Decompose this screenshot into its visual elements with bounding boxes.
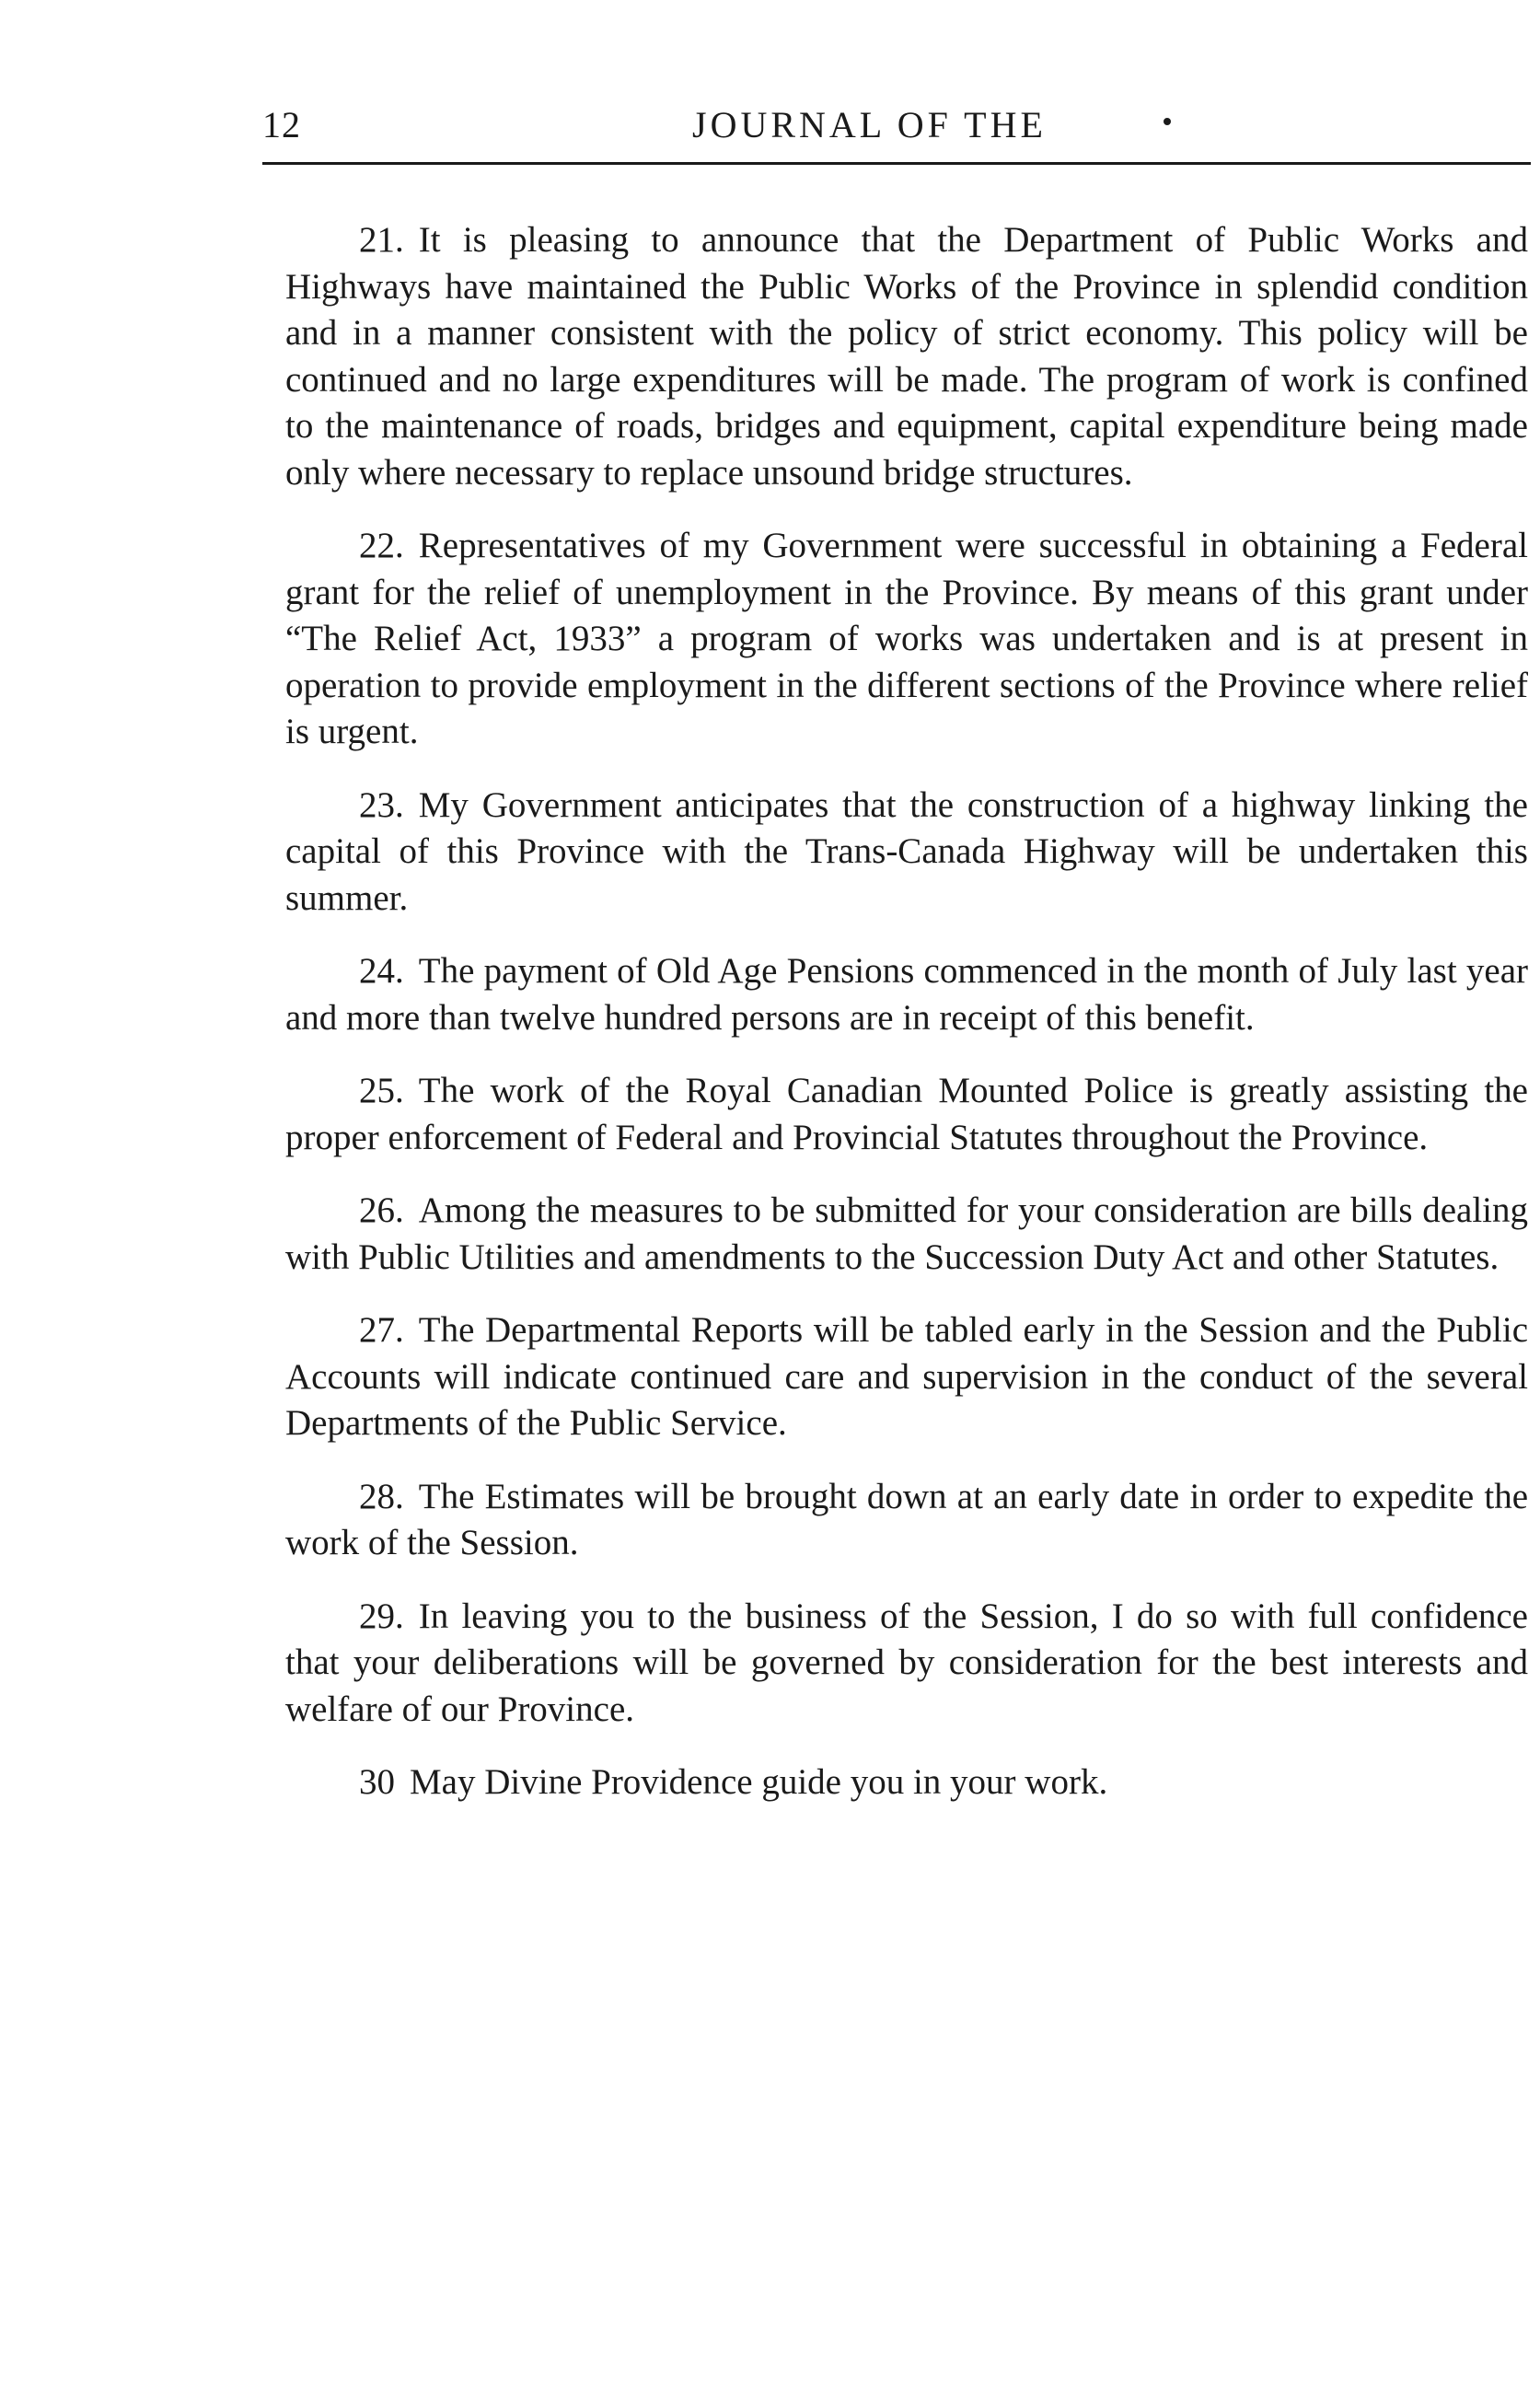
paragraph-number: 21. [359,220,404,260]
paragraph-23 [285,783,1528,923]
paragraph-text: It is pleasing to announce that the Department of Public Works and Highways have maintained the Public Works of the Province in splendid condition and in a manner consistent with the policy of strict economy. This policy will be continued and no large expenditures will be made. The program of work is confined to the maintenance of roads, bridges and equipment, capital expenditure being made only where necessary to replace unsound bridge structures. [285,220,1528,493]
paragraph-number: 24. [359,951,404,991]
paragraph-text: Representatives of my Government were successful in obtaining a Federal grant for the relief of unemployment in the Province. By means of this grant under “The Relief Act, 1933” a program of works was undertaken and is at present in operation to provide employment in the different sections of the Province where relief is urgent. [285,526,1528,751]
paragraph-number: 25. [359,1071,404,1110]
paragraph-text: My Government anticipates that the construction of a highway linking the capital of this Province with the Trans-Canada Highway will be undertaken this summer. [285,784,1528,918]
paragraph-number: 28. [359,1476,404,1516]
paragraph-text: Among the measures to be submitted for your consideration are bills dealing with Public Utilities and amendments to the Succession Duty Act and other Statutes. [285,1190,1528,1277]
header-dot [1164,118,1171,125]
paragraph-27 [285,1307,1528,1447]
running-head: JOURNAL OF THE [692,104,1047,145]
paragraph-22 [285,523,1528,756]
paragraph-text: The payment of Old Age Pensions commenced in the month of July last year and more than twelve hundred persons are in receipt of this benefit. [285,951,1528,1038]
paragraph-29 [285,1594,1528,1734]
paragraph-number: 22. [359,526,404,565]
paragraph-text: May Divine Providence guide you in your work. [410,1762,1108,1802]
paragraph-text: The Departmental Reports will be tabled early in the Session and the Public Accounts will indicate continued care and supervision in the conduct of the several Departments of the Public Service. [285,1310,1528,1443]
paragraph-28 [285,1474,1528,1567]
paragraph-text: The Estimates will be brought down at an early date in order to expedite the work of the Session. [285,1476,1528,1562]
paragraph-21 [285,217,1528,496]
header-rule [262,162,1531,165]
paragraph-text: In leaving you to the business of the Session, I do so with full confidence that your deliberations will be governed by consideration for the best interests and welfare of our Province. [285,1596,1528,1729]
page-number: 12 [262,104,301,145]
body-text [285,217,1528,1833]
paragraph-25 [285,1068,1528,1161]
paragraph-number: 23. [359,784,404,825]
paragraph-number: 26. [359,1190,404,1230]
paragraph-text: The work of the Royal Canadian Mounted Police is greatly assisting the proper enforcement of Federal and Provincial Statutes throughout the Province. [285,1071,1528,1157]
paragraph-number: 29. [359,1596,404,1636]
paragraph-24 [285,948,1528,1041]
paragraph-26 [285,1188,1528,1281]
paragraph-number: 30 [359,1762,395,1802]
paragraph-30 [285,1759,1528,1806]
paragraph-number: 27. [359,1310,404,1350]
